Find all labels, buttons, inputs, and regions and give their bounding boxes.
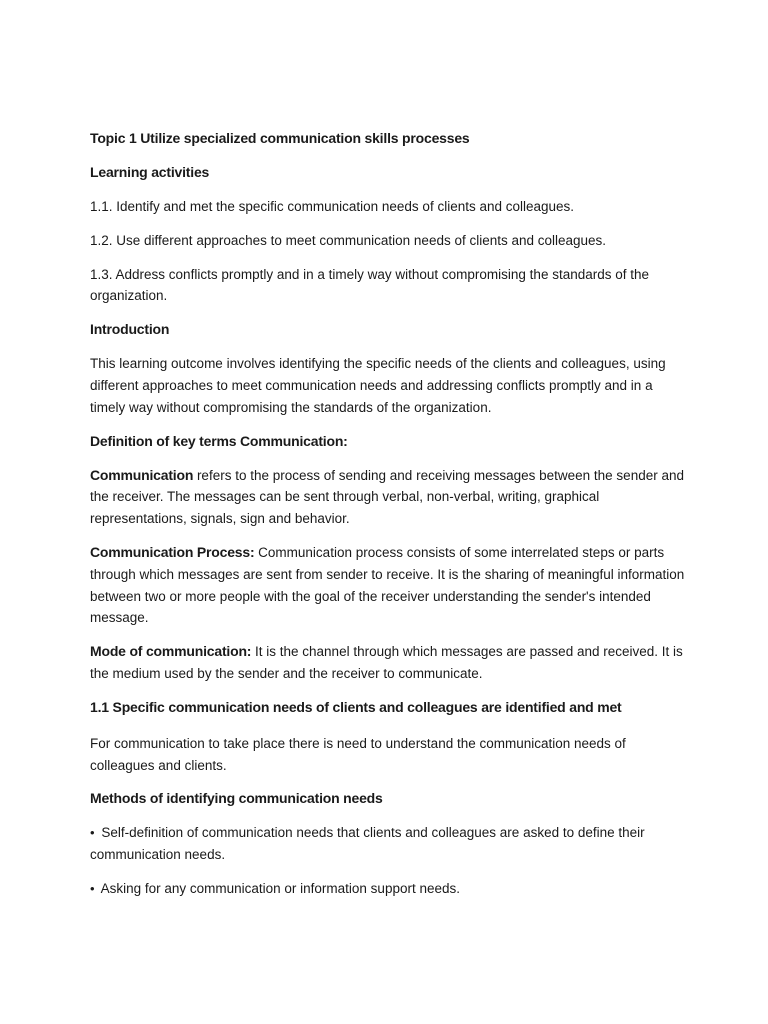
definitions-heading: Definition of key terms Communication: [90, 432, 348, 449]
document-page [90, 128, 686, 912]
definition-communication [90, 465, 686, 530]
section-1-1-text: For communication to take place there is need to understand the communication needs of colleagues and clients. [90, 735, 626, 773]
definition-text: It is the channel through which messages are passed and received. It is the medium used by the sender and the receiver to communicate. [90, 644, 683, 681]
topic-title: Topic 1 Utilize specialized communication skills processes [90, 130, 470, 146]
activity-item: 1.2. Use different approaches to meet communication needs of clients and colleagues. [90, 232, 607, 248]
methods-heading: Methods of identifying communication needs [90, 790, 383, 807]
definition-text: refers to the process of sending and receiving messages between the sender and the receiver. The messages can be sent through verbal, non-verbal, writing, graphical representations, signals, sign and behavior. [90, 467, 684, 527]
bullet-icon: • [90, 880, 95, 896]
definition-term: Mode of communication: [90, 643, 252, 660]
method-text: Self-definition of communication needs that clients and colleagues are asked to define their communication needs. [90, 825, 645, 863]
method-item [90, 822, 686, 866]
definition-term: Communication [90, 466, 194, 483]
method-item [90, 878, 686, 900]
section-1-1-heading: 1.1 Specific communication needs of clients and colleagues are identified and met [90, 698, 622, 715]
introduction-text: This learning outcome involves identifying the specific needs of the clients and colleagues, using different approaches to meet communication needs and addressing conflicts promptly and in a timely way without compromising the standards of the organization. [90, 356, 666, 415]
bullet-icon: • [90, 825, 95, 841]
method-text: Asking for any communication or information support needs. [97, 880, 460, 896]
definition-communication-process [90, 542, 686, 629]
definition-text: Communication process consists of some interrelated steps or parts through which messages are sent from sender to receive. It is the sharing of meaningful information between two or more people with the goal of the receiver understanding the sender's intended message. [90, 544, 685, 626]
activity-item: 1.3. Address conflicts promptly and in a timely way without compromising the standards of the organization. [90, 266, 650, 304]
activity-item: 1.1. Identify and met the specific communication needs of clients and colleagues. [90, 199, 575, 214]
introduction-heading: Introduction [90, 321, 170, 338]
definition-mode-of-communication [90, 641, 686, 685]
learning-activities-heading: Learning activities [90, 164, 210, 180]
definition-term: Communication Process: [90, 543, 255, 560]
